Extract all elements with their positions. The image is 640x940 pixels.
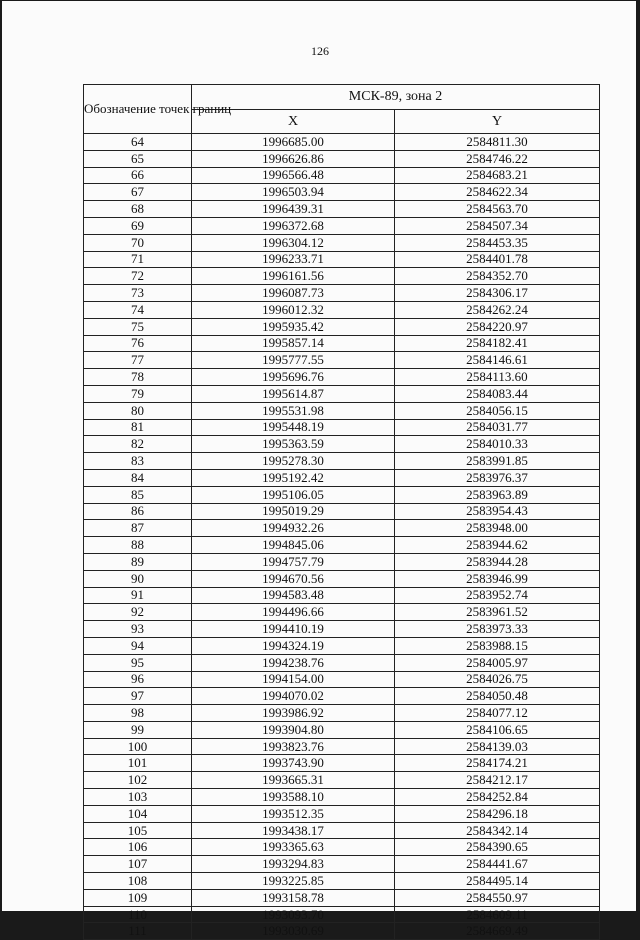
x-cell: 1994324.19 — [192, 637, 395, 654]
coordinates-table — [83, 84, 600, 940]
y-cell: 2583963.89 — [395, 486, 600, 503]
point-cell: 78 — [84, 369, 192, 386]
x-cell: 1994932.26 — [192, 520, 395, 537]
table-row — [84, 671, 600, 688]
x-cell: 1993365.63 — [192, 839, 395, 856]
table-row — [84, 873, 600, 890]
point-cell: 107 — [84, 856, 192, 873]
y-cell: 2584005.97 — [395, 654, 600, 671]
point-cell: 74 — [84, 301, 192, 318]
y-cell: 2584441.67 — [395, 856, 600, 873]
x-cell: 1993743.90 — [192, 755, 395, 772]
table-row — [84, 453, 600, 470]
point-cell: 90 — [84, 570, 192, 587]
x-cell: 1994670.56 — [192, 570, 395, 587]
x-cell: 1993904.80 — [192, 721, 395, 738]
table-row — [84, 923, 600, 940]
y-cell: 2584050.48 — [395, 688, 600, 705]
x-cell: 1993030.69 — [192, 923, 395, 940]
x-cell: 1993823.76 — [192, 738, 395, 755]
y-cell: 2584083.44 — [395, 385, 600, 402]
coordinate-system-header: МСК-89, зона 2 — [192, 85, 600, 110]
table-row — [84, 889, 600, 906]
point-cell: 99 — [84, 721, 192, 738]
point-cell: 71 — [84, 251, 192, 268]
x-cell: 1996304.12 — [192, 234, 395, 251]
y-cell: 2584495.14 — [395, 873, 600, 890]
x-cell: 1996503.94 — [192, 184, 395, 201]
x-cell: 1995278.30 — [192, 453, 395, 470]
x-cell: 1993158.78 — [192, 889, 395, 906]
table-row — [84, 587, 600, 604]
table-row — [84, 150, 600, 167]
table-row — [84, 570, 600, 587]
x-cell: 1996012.32 — [192, 301, 395, 318]
y-cell: 2584550.97 — [395, 889, 600, 906]
point-cell: 85 — [84, 486, 192, 503]
x-cell: 1994583.48 — [192, 587, 395, 604]
table-row — [84, 217, 600, 234]
y-cell: 2584220.97 — [395, 318, 600, 335]
table-row — [84, 839, 600, 856]
point-cell: 87 — [84, 520, 192, 537]
table-row — [84, 369, 600, 386]
x-cell: 1993093.70 — [192, 906, 395, 923]
table-row — [84, 469, 600, 486]
y-cell: 2584182.41 — [395, 335, 600, 352]
point-cell: 97 — [84, 688, 192, 705]
table-row — [84, 285, 600, 302]
y-cell: 2583976.37 — [395, 469, 600, 486]
point-cell: 96 — [84, 671, 192, 688]
point-cell: 70 — [84, 234, 192, 251]
point-cell: 80 — [84, 402, 192, 419]
table-row — [84, 789, 600, 806]
y-cell: 2584342.14 — [395, 822, 600, 839]
table-row — [84, 637, 600, 654]
point-cell: 93 — [84, 621, 192, 638]
point-cell: 100 — [84, 738, 192, 755]
x-cell: 1993588.10 — [192, 789, 395, 806]
table-row — [84, 184, 600, 201]
point-cell: 75 — [84, 318, 192, 335]
point-cell: 66 — [84, 167, 192, 184]
y-cell: 2583952.74 — [395, 587, 600, 604]
x-cell: 1993294.83 — [192, 856, 395, 873]
table-row — [84, 688, 600, 705]
point-cell: 84 — [84, 469, 192, 486]
table-row — [84, 335, 600, 352]
point-cell: 67 — [84, 184, 192, 201]
y-cell: 2583948.00 — [395, 520, 600, 537]
table-row — [84, 385, 600, 402]
x-cell: 1995857.14 — [192, 335, 395, 352]
x-cell: 1995363.59 — [192, 436, 395, 453]
point-cell: 94 — [84, 637, 192, 654]
table-row — [84, 318, 600, 335]
y-cell: 2584401.78 — [395, 251, 600, 268]
y-cell: 2584113.60 — [395, 369, 600, 386]
y-cell: 2584262.24 — [395, 301, 600, 318]
table-row — [84, 822, 600, 839]
x-cell: 1996233.71 — [192, 251, 395, 268]
point-cell: 108 — [84, 873, 192, 890]
point-column-header: Обозначение точек границ — [84, 85, 192, 134]
point-cell: 64 — [84, 134, 192, 151]
y-cell: 2583944.28 — [395, 553, 600, 570]
x-cell: 1993438.17 — [192, 822, 395, 839]
table-row — [84, 654, 600, 671]
table-row — [84, 419, 600, 436]
table-row — [84, 705, 600, 722]
point-cell: 65 — [84, 150, 192, 167]
table-row — [84, 251, 600, 268]
table-row — [84, 234, 600, 251]
y-cell: 2584031.77 — [395, 419, 600, 436]
point-cell: 72 — [84, 268, 192, 285]
point-cell: 98 — [84, 705, 192, 722]
y-cell: 2583946.99 — [395, 570, 600, 587]
y-cell: 2584174.21 — [395, 755, 600, 772]
point-cell: 77 — [84, 352, 192, 369]
table-body — [84, 134, 600, 940]
table-row — [84, 167, 600, 184]
x-cell: 1996161.56 — [192, 268, 395, 285]
y-cell: 2584077.12 — [395, 705, 600, 722]
point-cell: 89 — [84, 553, 192, 570]
point-cell: 111 — [84, 923, 192, 940]
x-cell: 1994238.76 — [192, 654, 395, 671]
x-cell: 1995106.05 — [192, 486, 395, 503]
y-cell: 2584683.21 — [395, 167, 600, 184]
x-cell: 1994845.06 — [192, 537, 395, 554]
table-row — [84, 402, 600, 419]
point-cell: 106 — [84, 839, 192, 856]
x-cell: 1995531.98 — [192, 402, 395, 419]
table-row — [84, 721, 600, 738]
table-row — [84, 738, 600, 755]
point-cell: 76 — [84, 335, 192, 352]
table-row — [84, 621, 600, 638]
x-cell: 1995192.42 — [192, 469, 395, 486]
point-cell: 88 — [84, 537, 192, 554]
y-cell: 2584746.22 — [395, 150, 600, 167]
table-row — [84, 906, 600, 923]
y-cell: 2584609.11 — [395, 906, 600, 923]
y-cell: 2583944.62 — [395, 537, 600, 554]
table-row — [84, 503, 600, 520]
x-cell: 1994410.19 — [192, 621, 395, 638]
point-cell: 82 — [84, 436, 192, 453]
x-cell: 1994154.00 — [192, 671, 395, 688]
table-row — [84, 134, 600, 151]
point-cell: 81 — [84, 419, 192, 436]
x-cell: 1996566.48 — [192, 167, 395, 184]
point-cell: 109 — [84, 889, 192, 906]
table-row — [84, 301, 600, 318]
table-row — [84, 537, 600, 554]
y-cell: 2584296.18 — [395, 805, 600, 822]
y-cell: 2583988.15 — [395, 637, 600, 654]
x-cell: 1993665.31 — [192, 772, 395, 789]
x-cell: 1995777.55 — [192, 352, 395, 369]
point-cell: 92 — [84, 604, 192, 621]
point-cell: 103 — [84, 789, 192, 806]
y-column-header: Y — [395, 110, 600, 134]
table-row — [84, 856, 600, 873]
table-row — [84, 604, 600, 621]
y-cell: 2584669.49 — [395, 923, 600, 940]
y-cell: 2584139.03 — [395, 738, 600, 755]
point-cell: 91 — [84, 587, 192, 604]
table-row — [84, 772, 600, 789]
y-cell: 2583954.43 — [395, 503, 600, 520]
x-cell: 1994496.66 — [192, 604, 395, 621]
x-cell: 1993512.35 — [192, 805, 395, 822]
table-row — [84, 486, 600, 503]
point-cell: 79 — [84, 385, 192, 402]
y-cell: 2583961.52 — [395, 604, 600, 621]
x-cell: 1996372.68 — [192, 217, 395, 234]
x-cell: 1995935.42 — [192, 318, 395, 335]
table-row — [84, 520, 600, 537]
x-cell: 1993986.92 — [192, 705, 395, 722]
table-row — [84, 805, 600, 822]
y-cell: 2583973.33 — [395, 621, 600, 638]
y-cell: 2584390.65 — [395, 839, 600, 856]
x-cell: 1995614.87 — [192, 385, 395, 402]
point-cell: 110 — [84, 906, 192, 923]
table-row — [84, 352, 600, 369]
y-cell: 2584352.70 — [395, 268, 600, 285]
y-cell: 2584306.17 — [395, 285, 600, 302]
y-cell: 2584563.70 — [395, 201, 600, 218]
x-cell: 1995696.76 — [192, 369, 395, 386]
y-cell: 2584010.33 — [395, 436, 600, 453]
table-row — [84, 755, 600, 772]
point-cell: 95 — [84, 654, 192, 671]
table-row — [84, 201, 600, 218]
point-cell: 86 — [84, 503, 192, 520]
x-cell: 1995019.29 — [192, 503, 395, 520]
y-cell: 2584146.61 — [395, 352, 600, 369]
y-cell: 2584106.65 — [395, 721, 600, 738]
table-row — [84, 268, 600, 285]
x-cell: 1996439.31 — [192, 201, 395, 218]
page-number: 126 — [311, 44, 329, 58]
x-cell: 1994070.02 — [192, 688, 395, 705]
y-cell: 2584507.34 — [395, 217, 600, 234]
y-cell: 2584026.75 — [395, 671, 600, 688]
point-cell: 104 — [84, 805, 192, 822]
y-cell: 2584252.84 — [395, 789, 600, 806]
point-cell: 69 — [84, 217, 192, 234]
x-cell: 1993225.85 — [192, 873, 395, 890]
y-cell: 2584056.15 — [395, 402, 600, 419]
x-cell: 1994757.79 — [192, 553, 395, 570]
table-row — [84, 436, 600, 453]
point-cell: 101 — [84, 755, 192, 772]
y-cell: 2584622.34 — [395, 184, 600, 201]
x-cell: 1996087.73 — [192, 285, 395, 302]
point-cell: 73 — [84, 285, 192, 302]
x-cell: 1995448.19 — [192, 419, 395, 436]
y-cell: 2584453.35 — [395, 234, 600, 251]
x-column-header: X — [192, 110, 395, 134]
y-cell: 2584212.17 — [395, 772, 600, 789]
table-row — [84, 553, 600, 570]
y-cell: 2583991.85 — [395, 453, 600, 470]
point-cell: 105 — [84, 822, 192, 839]
x-cell: 1996626.86 — [192, 150, 395, 167]
point-cell: 83 — [84, 453, 192, 470]
point-cell: 102 — [84, 772, 192, 789]
point-cell: 68 — [84, 201, 192, 218]
x-cell: 1996685.00 — [192, 134, 395, 151]
y-cell: 2584811.30 — [395, 134, 600, 151]
